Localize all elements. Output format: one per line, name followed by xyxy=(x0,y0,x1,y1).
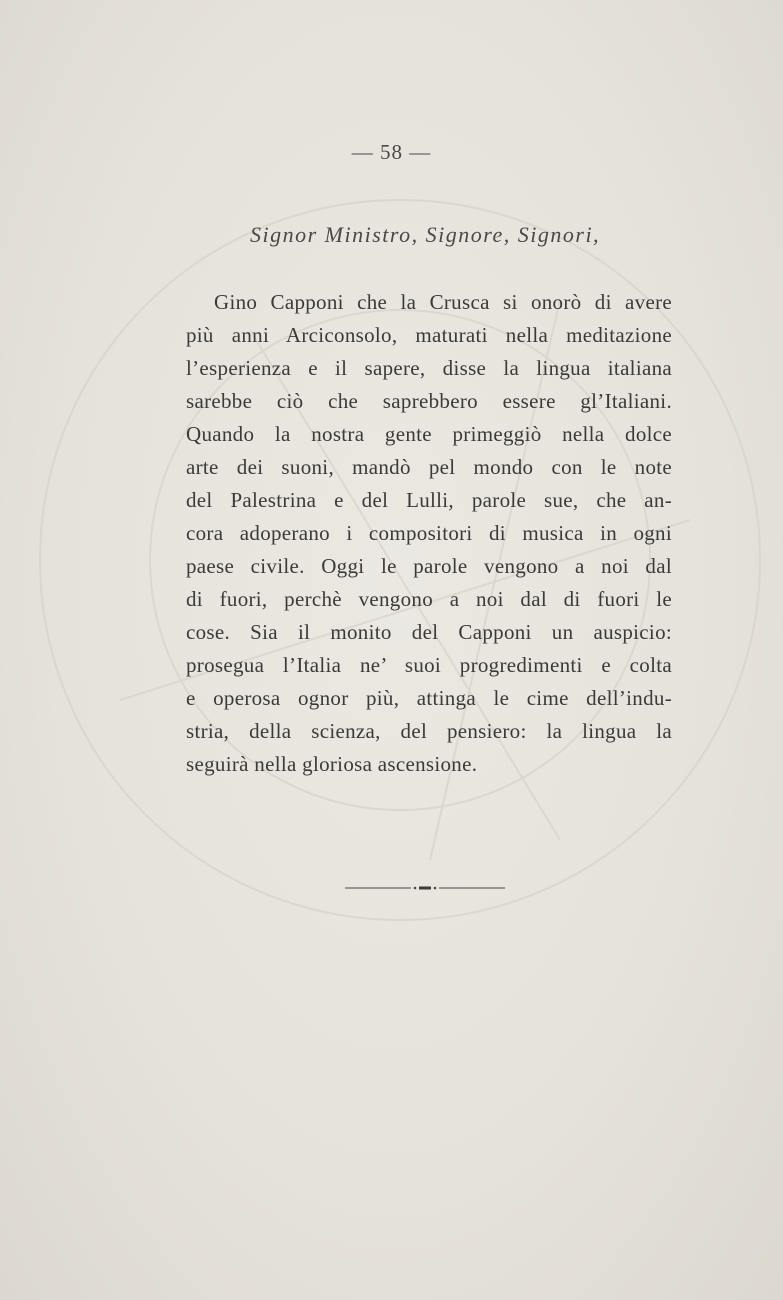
text-line: cose. Sia il monito del Capponi un auspicio: xyxy=(186,620,672,644)
text-line: Quando la nostra gente primeggiò nella dolce xyxy=(186,422,672,446)
text-line: del Palestrina e del Lulli, parole sue, che an- xyxy=(186,488,672,512)
text-line: sarebbe ciò che saprebbero essere gl’Italiani. xyxy=(186,389,672,413)
salutation: Signor Ministro, Signore, Signori, xyxy=(250,222,601,247)
text-line: stria, della scienza, del pensiero: la lingua la xyxy=(186,719,672,743)
text-line: Gino Capponi che la Crusca si onorò di avere xyxy=(214,290,672,314)
text-line: e operosa ognor più, attinga le cime dell’indu- xyxy=(186,686,672,710)
text-line: di fuori, perchè vengono a noi dal di fuori le xyxy=(186,587,672,611)
text-line: l’esperienza e il sapere, disse la lingua italiana xyxy=(186,356,672,380)
text-line: più anni Arciconsolo, maturati nella meditazione xyxy=(186,323,672,347)
text-line: cora adoperano i compositori di musica in ogni xyxy=(186,521,672,545)
end-ornament-rule xyxy=(345,882,505,894)
text-line: prosegua l’Italia ne’ suoi progredimenti e colta xyxy=(186,653,672,677)
body-paragraph xyxy=(186,286,672,781)
text-line: paese civile. Oggi le parole vengono a noi dal xyxy=(186,554,672,578)
page-number: — 58 — xyxy=(351,140,432,164)
text-line: seguirà nella gloriosa ascensione. xyxy=(186,752,478,776)
text-line: arte dei suoni, mandò pel mondo con le note xyxy=(186,455,672,479)
